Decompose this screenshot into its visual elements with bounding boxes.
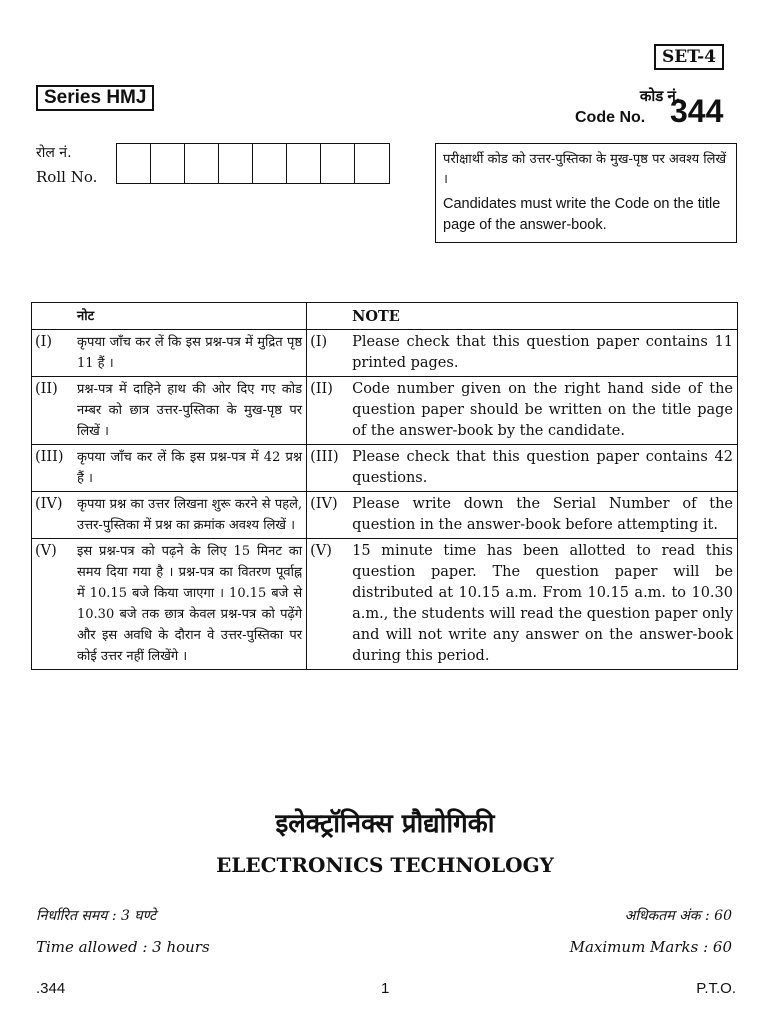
instruction-number-english: (I) bbox=[307, 330, 350, 377]
candidate-note-hindi: परीक्षार्थी कोड को उत्तर-पुस्तिका के मुख-पृष्ठ पर अवश्य लिखें । bbox=[443, 152, 727, 187]
instruction-number-english: (IV) bbox=[307, 492, 350, 539]
maximum-marks-hindi: अधिकतम अंक : 60 bbox=[624, 908, 732, 924]
instructions-table bbox=[31, 302, 738, 670]
roll-digit-box bbox=[253, 144, 287, 183]
instruction-row bbox=[32, 377, 738, 445]
instruction-text-english: Please write down the Serial Number of the question in the answer-book before attempting it. bbox=[349, 492, 737, 539]
instruction-text-hindi: कृपया प्रश्न का उत्तर लिखना शुरू करने से पहले, उत्तर-पुस्तिका में प्रश्न का क्रमांक अवश्य लिखें । bbox=[74, 492, 307, 539]
roll-digit-box bbox=[151, 144, 185, 183]
candidate-note-english: Candidates must write the Code on the title page of the answer-book. bbox=[443, 196, 721, 233]
instruction-text-hindi: प्रश्न-पत्र में दाहिने हाथ की ओर दिए गए कोड नम्बर को छात्र उत्तर-पुस्तिका के मुख-पृष्ठ पर लिखें । bbox=[74, 377, 307, 445]
time-allowed-hindi: निर्धारित समय : 3 घण्टे bbox=[36, 908, 157, 924]
roll-label-hindi: रोल नं. bbox=[36, 145, 72, 161]
footer-code: .344 bbox=[36, 980, 66, 997]
roll-digit-box bbox=[287, 144, 321, 183]
roll-digit-box bbox=[219, 144, 253, 183]
instruction-number-hindi: (II) bbox=[32, 377, 75, 445]
instruction-number-hindi: (V) bbox=[32, 539, 75, 670]
instruction-number-english: (V) bbox=[307, 539, 350, 670]
instruction-text-english: 15 minute time has been allotted to read this question paper. The question paper will be distributed at 10.15 a.m. From 10.15 a.m. to 10.30 a.m., the students will read the question paper only and will not write any answer on the answer-book during this period. bbox=[349, 539, 737, 670]
instruction-row bbox=[32, 539, 738, 670]
instruction-text-hindi: इस प्रश्न-पत्र को पढ़ने के लिए 15 मिनट का समय दिया गया है । प्रश्न-पत्र का वितरण पूर्वाह्न में 10.15 बजे किया जाएगा । 10.15 बजे से 10.30 बजे तक छात्र केवल प्रश्न-पत्र को पढ़ेंगे और इस अवधि के दौरान वे उत्तर-पुस्तिका पर कोई उत्तर नहीं लिखेंगे । bbox=[74, 539, 307, 670]
roll-digit-box bbox=[321, 144, 355, 183]
instruction-text-english: Please check that this question paper contains 11 printed pages. bbox=[349, 330, 737, 377]
instruction-number-hindi: (I) bbox=[32, 330, 75, 377]
series-label: Series HMJ bbox=[36, 85, 154, 111]
roll-digit-box bbox=[185, 144, 219, 183]
instruction-number-english: (II) bbox=[307, 377, 350, 445]
set-label: SET-4 bbox=[654, 44, 724, 70]
header-spacer-english bbox=[307, 303, 350, 330]
subject-title: ELECTRONICS TECHNOLOGY bbox=[216, 853, 554, 877]
code-label-hindi: कोड नं. bbox=[639, 88, 680, 105]
instruction-number-hindi: (IV) bbox=[32, 492, 75, 539]
note-heading-english: NOTE bbox=[349, 303, 737, 330]
code-number: 344 bbox=[670, 93, 724, 129]
instruction-row bbox=[32, 492, 738, 539]
roll-digit-box bbox=[355, 144, 389, 183]
instruction-number-hindi: (III) bbox=[32, 445, 75, 492]
instruction-text-english: Please check that this question paper contains 42 questions. bbox=[349, 445, 737, 492]
instruction-text-english: Code number given on the right hand side of the question paper should be written on the title page of the answer-book by the candidate. bbox=[349, 377, 737, 445]
time-allowed: Time allowed : 3 hours bbox=[36, 938, 210, 956]
note-heading-hindi: नोट bbox=[74, 303, 307, 330]
instruction-text-hindi: कृपया जाँच कर लें कि इस प्रश्न-पत्र में 42 प्रश्न हैं । bbox=[74, 445, 307, 492]
pto-label: P.T.O. bbox=[696, 980, 736, 997]
candidate-instruction-box bbox=[435, 143, 737, 243]
instruction-number-english: (III) bbox=[307, 445, 350, 492]
roll-label: Roll No. bbox=[36, 168, 98, 186]
roll-digit-box bbox=[117, 144, 151, 183]
instruction-text-hindi: कृपया जाँच कर लें कि इस प्रश्न-पत्र में मुद्रित पृष्ठ 11 हैं । bbox=[74, 330, 307, 377]
roll-number-boxes bbox=[116, 143, 390, 184]
instructions-header-row bbox=[32, 303, 738, 330]
maximum-marks: Maximum Marks : 60 bbox=[569, 938, 732, 956]
code-label: Code No. bbox=[575, 109, 646, 126]
page-number: 1 bbox=[381, 980, 390, 997]
header-spacer-hindi bbox=[32, 303, 75, 330]
instruction-row bbox=[32, 445, 738, 492]
instruction-row bbox=[32, 330, 738, 377]
subject-title-hindi: इलेक्ट्रॉनिक्स प्रौद्योगिकी bbox=[275, 809, 495, 839]
